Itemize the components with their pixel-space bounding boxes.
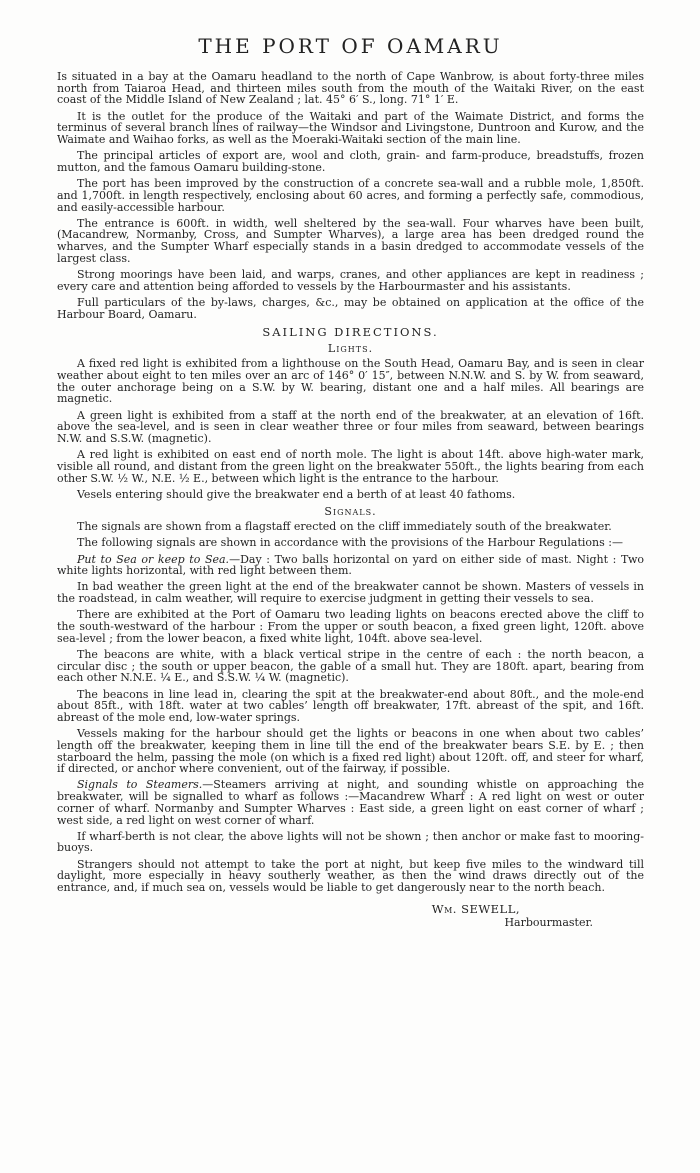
paragraph-text: The beacons are white, with a black vertical stripe in the centre of each : the north beacon, a circular disc ; the south or upper beacon, the gable of a small hut. They are 180ft. apart, bearing from each other N.N.E. ¼ E., and S.S.W. ¼ W. (magnetic). bbox=[57, 647, 644, 685]
signatory-name: Wm. SEWELL, bbox=[431, 901, 520, 916]
intro-paragraph: The port has been improved by the construction of a concrete sea-wall and a rubble mole, 1,850ft. and 1,700ft. in length respectively, enclosing about 60 acres, and forming a perfectly safe, commodious, and easily-accessible harbour. bbox=[57, 177, 644, 214]
page-title: THE PORT OF OAMARU bbox=[198, 34, 503, 58]
lights-paragraph: A green light is exhibited from a staff at the north end of the breakwater, at an elevation of 16ft. above the sea-level, and is seen in clear weather three or four miles from seaward, between bearings N.W. and S.S.W. (magnetic). bbox=[57, 408, 644, 446]
signals-paragraph bbox=[57, 689, 644, 724]
paragraph-text: In bad weather the green light at the end of the breakwater cannot be shown. Masters of vessels in the roadstead, in calm weather, will require to exercise judgment in getting their vessels to sea. bbox=[57, 580, 644, 606]
intro-paragraph: The principal articles of export are, wool and cloth, grain- and farm-produce, breadstuffs, frozen mutton, and the famous Oamaru building-stone. bbox=[57, 149, 644, 174]
subheading-lights: Lights. bbox=[327, 342, 374, 356]
paragraph-italic-lead: Signals to Steamers. bbox=[77, 778, 203, 792]
intro-paragraph: Full particulars of the by-laws, charges, &c., may be obtained on application at the office of the Harbour Board, Oamaru. bbox=[57, 295, 644, 321]
signatory-role: Harbourmaster. bbox=[504, 915, 593, 929]
document-body bbox=[57, 71, 644, 929]
intro-paragraph: Is situated in a bay at the Oamaru headland to the north of Cape Wanbrow, is about forty-three miles north from Taiaroa Head, and thirteen miles south from the mouth of the Waitaki River, on the east coast of the Middle Island of New Zealand ; lat. 45° 6′ S., long. 71° 1′ E. bbox=[57, 70, 644, 107]
paragraph-text: —Day : Two balls horizontal on yard on either side of mast. Night : Two white lights horizontal, with red light between them. bbox=[57, 552, 644, 578]
signals-paragraph bbox=[57, 649, 644, 684]
paragraph-text: Vessels making for the harbour should get the lights or beacons in one when about two cables’ length off the breakwater, keeping them in line till the end of the breakwater bears S.E. by E. ; then starboard the helm, passing the mole (on which is a fixed red light) about 120ft. off, and steer for wharf, if directed, or anchor where convenient, out of the fairway, if possible. bbox=[57, 727, 644, 776]
paragraph-text: The following signals are shown in accordance with the provisions of the Harbour Regulations :— bbox=[77, 536, 623, 550]
paragraph-text: —Steamers arriving at night, and sounding whistle on approaching the breakwater, will be signalled to wharf as follows :—Macandrew Wharf : A red light on west or outer corner of wharf. Normanby and Sumpter Wharves : East side, a green light on east corner of wharf ; west side, a red light on west corner of wharf. bbox=[57, 778, 644, 827]
intro-paragraph: Strong moorings have been laid, and warps, cranes, and other appliances are kept in readiness ; every care and attention being afforded to vessels by the Harbourmaster and his assistants. bbox=[57, 268, 644, 293]
signals-paragraph bbox=[57, 554, 644, 577]
paragraph-text: Strangers should not attempt to take the port at night, but keep five miles to the windward till daylight, more especially in heavy southerly weather, as then the wind draws directly out of the entrance, and, if much sea on, vessels would be liable to get dangerously near to the north beach. bbox=[57, 857, 644, 895]
lights-paragraph: A fixed red light is exhibited from a lighthouse on the South Head, Oamaru Bay, and is seen in clear weather about eight to ten miles over an arc of 146° 0′ 15″, between N.N.W. and S. by W. from seaward, the outer anchorage being on a S.W. by W. bearing, distant one and a half miles. All bearings are magnetic. bbox=[57, 357, 644, 406]
intro-paragraph: The entrance is 600ft. in width, well sheltered by the sea-wall. Four wharves have been built, (Macandrew, Normanby, Cross, and Sumpter Wharves), a large area has been dredged round the wharves, and the Sumpter Wharf especially stands in a basin dredged to accommodate vessels of the largest class. bbox=[57, 216, 644, 265]
signals-paragraph bbox=[57, 859, 644, 894]
signals-paragraph bbox=[57, 521, 644, 533]
signals-paragraph bbox=[57, 609, 644, 644]
paragraph-italic-lead: Put to Sea or keep to Sea. bbox=[77, 552, 230, 566]
section-heading-sailing-directions: SAILING DIRECTIONS. bbox=[262, 325, 439, 340]
signals-paragraph bbox=[57, 581, 644, 604]
signals-paragraph bbox=[57, 537, 644, 549]
paragraph-text: If wharf-berth is not clear, the above lights will not be shown ; then anchor or make fast to mooring-buoys. bbox=[57, 829, 644, 855]
paragraph-text: The beacons in line lead in, clearing the spit at the breakwater-end about 80ft., and the mole-end about 85ft., with 18ft. water at two cables’ length off breakwater, 17ft. abreast of the spit, and 16ft. abreast of the mole end, low-water springs. bbox=[57, 687, 644, 724]
intro-paragraph: It is the outlet for the produce of the Waitaki and part of the Waimate District, and forms the terminus of several branch lines of railway—the Windsor and Livingstone, Duntroon and Kurow, and the Waimate and Waihao forks, as well as the Moeraki-Waitaki section of the main line. bbox=[57, 109, 644, 147]
subheading-signals: Signals. bbox=[324, 505, 377, 519]
signals-paragraph bbox=[57, 779, 644, 826]
paragraph-text: There are exhibited at the Port of Oamaru two leading lights on beacons erected above the cliff to the south-westward of the harbour : From the upper or south beacon, a fixed green light, 120ft. above sea-level ; from the lower beacon, a fixed white light, 104ft. above sea-level. bbox=[57, 608, 644, 645]
lights-paragraph: Vesels entering should give the breakwater end a berth of at least 40 fathoms. bbox=[77, 487, 516, 501]
paragraph-text: The signals are shown from a flagstaff erected on the cliff immediately south of the breakwater. bbox=[77, 520, 612, 534]
signals-paragraph bbox=[57, 831, 644, 854]
signature-block bbox=[57, 903, 644, 929]
signals-paragraph bbox=[57, 728, 644, 775]
lights-paragraph: A red light is exhibited on east end of north mole. The light is about 14ft. above high-water mark, visible all round, and distant from the green light on the breakwater 550ft., the lights bearing from each other S.W. ½ W., N.E. ½ E., between which light is the entrance to the harbour. bbox=[57, 448, 644, 485]
